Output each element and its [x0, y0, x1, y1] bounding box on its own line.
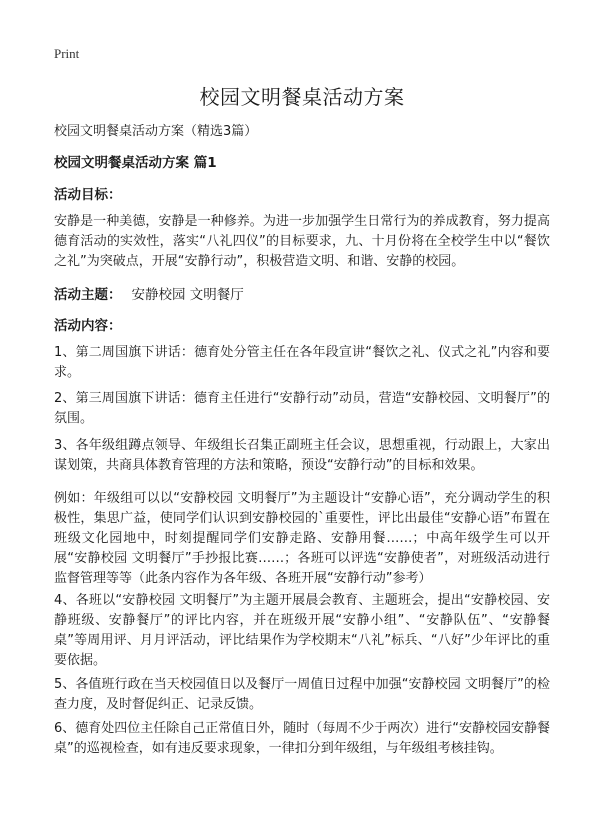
- theme-value: 安静校园 文明餐厅: [131, 287, 244, 303]
- document-title: 校园文明餐桌活动方案: [199, 85, 405, 109]
- document-subtitle: 校园文明餐桌活动方案（精选3篇）: [54, 124, 258, 139]
- content-item-5: 5、各值班行政在当天校园值日以及餐厅一周值日过程中加强“安静校园 文明餐厅”的检查力度，及时督促纠正、记录反馈。: [54, 677, 550, 712]
- content-item-4: 4、各班以“安静校园 文明餐厅”为主题开展晨会教育、主题班会，提出“安静校园、安静班级、安静餐厅”的评比内容，并在班级开展“安静小组”、“安静队伍”、“安静餐桌”等周用评、月月评活动，评比结果作为学校期末“八礼”标兵、“八好”少年评比的重要依据。: [54, 593, 550, 668]
- goal-paragraph: 安静是一种美德，安静是一种修养。为进一步加强学生日常行为的养成教育，努力提高德育活动的实效性，落实“八礼四仪”的目标要求，九、十月份将在全校学生中以“餐饮之礼”为突破点，开展“安静行动”，积极营造文明、和谐、安静的校园。: [54, 214, 550, 269]
- content-item-3: 3、各年级组蹲点领导、年级组长召集正副班主任会议，思想重视，行动跟上，大家出谋划策，共商具体教育管理的方法和策略，预设“安静行动”的目标和效果。: [54, 438, 550, 473]
- print-label[interactable]: Print: [54, 46, 80, 61]
- content-item-1: 1、第二周国旗下讲话：德育处分管主任在各年段宣讲“餐饮之礼、仪式之礼”内容和要求。: [54, 345, 550, 380]
- goal-heading: 活动目标：: [54, 187, 122, 203]
- content-item-2: 2、第三周国旗下讲话：德育主任进行“安静行动”动员，营造“安静校园、文明餐厅”的氛围。: [54, 391, 550, 426]
- content-item-6: 6、德育处四位主任除自己正常值日外，随时（每周不少于两次）进行“安静校园安静餐桌”的巡视检查，如有违反要求现象，一律扣分到年级组，与年级组考核挂钩。: [54, 721, 551, 756]
- theme-line: [54, 283, 244, 303]
- theme-heading: 活动主题：: [54, 287, 122, 303]
- section-heading: 校园文明餐桌活动方案 篇1: [54, 155, 217, 171]
- content-example: 例如：年级组可以以“安静校园 文明餐厅”为主题设计“安静心语”，充分调动学生的积极性，集思广益，使同学们认识到安静校园的`重要性，评比出最佳“安静心语”布置在班级文化园地中，时刻提醒同学们安静走路、安静用餐……；中高年级学生可以开展“安静校园 文明餐厅”手抄报比赛……；各班可以评选“安静使者”，对班级活动进行监督管理等等（此条内容作为各年级、各班开展“安静行动”参考）: [54, 491, 550, 586]
- content-heading: 活动内容：: [54, 318, 122, 334]
